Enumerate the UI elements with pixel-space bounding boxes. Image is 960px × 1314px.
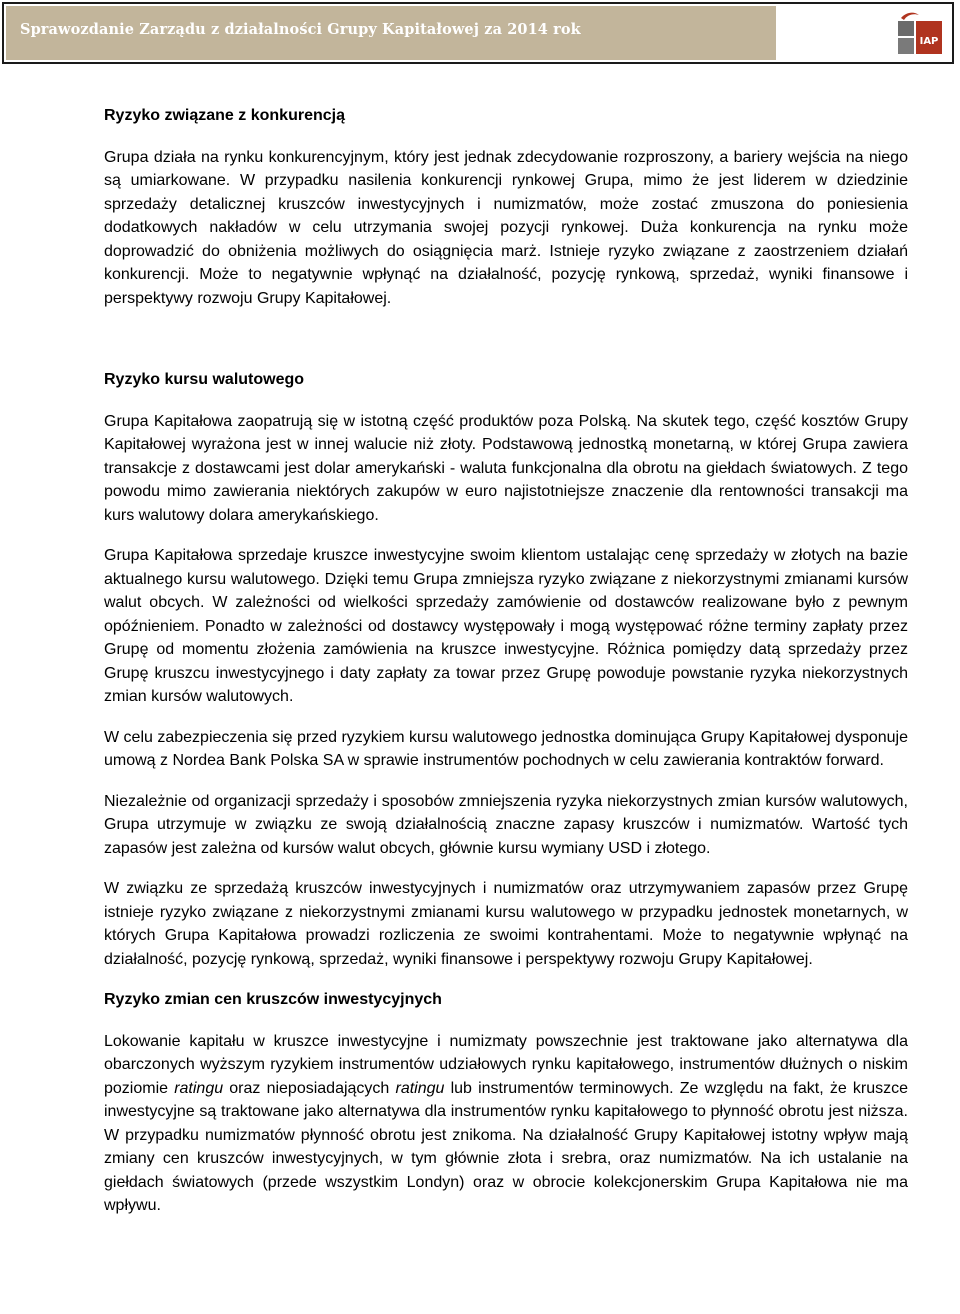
section-heading-currency: Ryzyko kursu walutowego bbox=[104, 371, 305, 388]
text-run: oraz nieposiadających bbox=[223, 1079, 396, 1097]
section-heading-metal-prices: Ryzyko zmian cen kruszców inwestycyjnych bbox=[104, 991, 442, 1008]
header-title: Sprawozdanie Zarządu z działalności Grupy Kapitałowej za 2014 rok bbox=[20, 21, 581, 38]
paragraph: Grupa działa na rynku konkurencyjnym, który jest jednak zdecydowanie rozproszony, a bariery wejścia na niego są umiarkowane. W przypadku nasilenia konkurencji rynkowej Grupa, mimo że jest liderem w dziedzinie sprzedaży detalicznej kruszców inwestycyjnych i numizmatów, może zostać zmuszona do poniesienia dodatkowych nakładów w celu utrzymania swojej pozycji rynkowej. Duża konkurencja na rynku może doprowadzić do obniżenia możliwych do osiągnięcia marż. Istnieje ryzyko związane z zaostrzeniem działań konkurencji. Może to negatywnie wpłynąć na działalność, pozycję rynkową, sprzedaż, wyniki finansowe i perspektywy rozwoju Grupy Kapitałowej. bbox=[104, 148, 908, 307]
section-heading-competition: Ryzyko związane z konkurencją bbox=[104, 107, 345, 124]
logo-text: IAP bbox=[919, 36, 939, 47]
header-bar bbox=[6, 6, 776, 60]
document-body bbox=[104, 104, 908, 1218]
paragraph: W związku ze sprzedażą kruszców inwestycyjnych i numizmatów oraz utrzymywaniem zapasów przez Grupę istnieje ryzyko związane z niekorzystnymi zmianami kursu walutowego w przypadku jednostek monetarnych, w których Grupa Kapitałowa prowadzi rozliczenia ze swoimi kontrahentami. Może to negatywnie wpłynąć na działalność, pozycję rynkową, sprzedaż, wyniki finansowe i perspektywy rozwoju Grupy Kapitałowej. bbox=[104, 880, 908, 968]
paragraph: Grupa Kapitałowa zaopatrują się w istotną część produktów poza Polską. Na skutek tego, część kosztów Grupy Kapitałowej wyrażona jest w innej walucie niż złoty. Podstawową jednostką monetarną, w której Grupa zawiera transakcje z dostawcami jest dolar amerykański - waluta funkcjonalna dla obrotu na giełdach światowych. Z tego powodu mimo zawierania niektórych zakupów w euro najistotniejsze znaczenie dla rentowności transakcji ma kurs walutowy dolara amerykańskiego. bbox=[104, 412, 908, 524]
text-run: Lokowanie kapitału w kruszce inwestycyjne i numizmaty powszechnie jest traktowane jako alternatywa dla obarczonych wyższym ryzykiem instrumentów udziałowych rynku kapitałowego, instrumentów dłużnych o niskim poziomie bbox=[104, 1032, 908, 1097]
text-run: lub instrumentów terminowych. Ze względu na fakt, że kruszce inwestycyjne są traktowane jako alternatywa dla instrumentów rynku kapitałowego to płynność obrotu jest niższa. W przypadku numizmatów płynność obrotu jest znikoma. Na działalność Grupy Kapitałowej istotny wpływ mają zmiany cen kruszców inwestycyjnych, w tym głównie złota i srebra, oraz numizmatów. Na ich ustalanie na giełdach światowych (przede wszystkim Londyn) oraz w obrocie kolekcjonerskim Grupa Kapitałowa nie ma wpływu. bbox=[104, 1079, 909, 1214]
iap-logo bbox=[898, 10, 942, 54]
paragraph: Grupa Kapitałowa sprzedaje kruszce inwestycyjne swoim klientom ustalając cenę sprzedaży w złotych na bazie aktualnego kursu walutowego. Dzięki temu Grupa zmniejsza ryzyko związane z niekorzystnymi zmianami kursów walut obcych. W zależności od wielkości sprzedaży zamówienie od dostawców realizowane było z pewnym opóźnieniem. Ponadto w zależności od dostawcy występowały i mogą występować różne terminy zapłaty przez Grupę od momentu złożenia zamówienia na kruszce inwestycyjne. Różnica pomiędzy datą sprzedaży przez Grupę kruszcu inwestycyjnego i daty zapłaty za towar przez Grupę powoduje powstanie ryzyka niekorzystnych zmian kursów walutowych. bbox=[104, 547, 908, 705]
italic-term: ratingu bbox=[395, 1079, 445, 1097]
paragraph: Niezależnie od organizacji sprzedaży i sposobów zmniejszenia ryzyka niekorzystnych zmian kursów walutowych, Grupa utrzymuje w związku ze swoją działalnością znaczne zapasy kruszców i numizmatów. Wartość tych zapasów jest zależna od kursów walut obcych, głównie kursu wymiany USD i złotego. bbox=[104, 792, 908, 857]
paragraph bbox=[104, 1030, 908, 1218]
italic-term: ratingu bbox=[174, 1079, 224, 1097]
paragraph: W celu zabezpieczenia się przed ryzykiem kursu walutowego jednostka dominująca Grupy Kapitałowej dysponuje umową z Nordea Bank Polska SA w sprawie instrumentów pochodnych w celu zawierania kontraktów forward. bbox=[104, 728, 908, 769]
